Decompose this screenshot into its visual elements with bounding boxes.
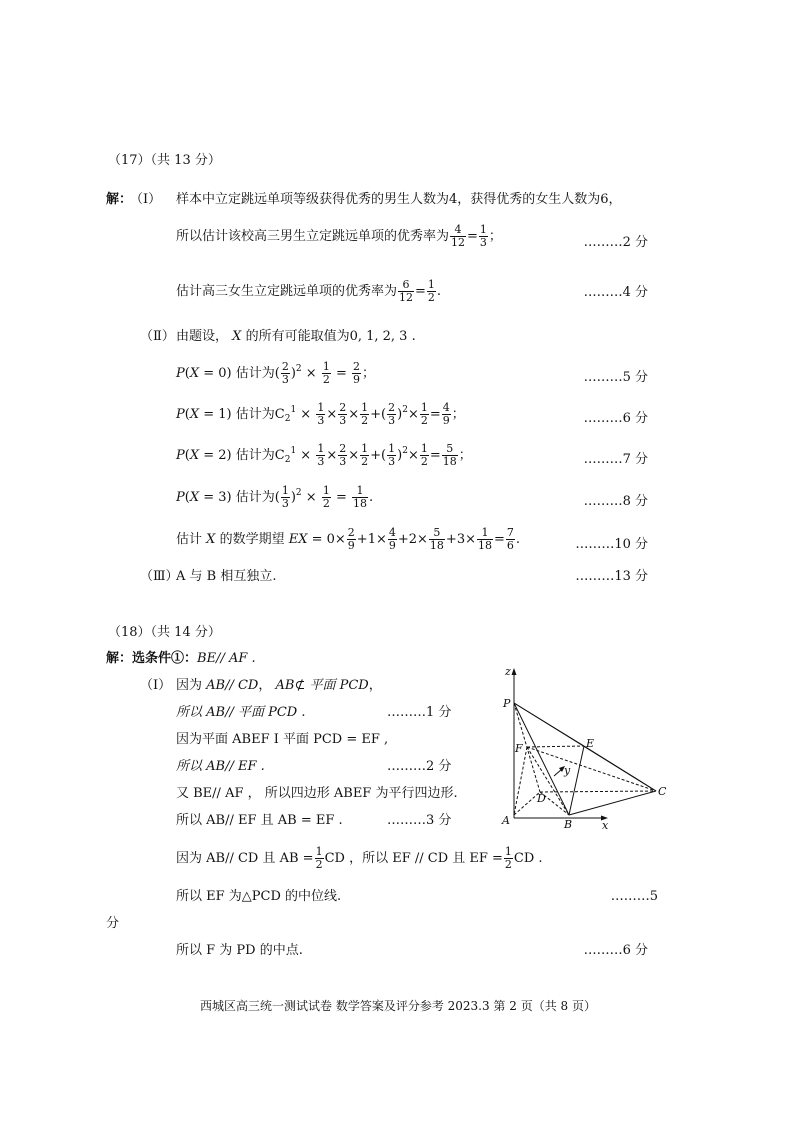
q17-part1-line1: 样本中立定跳远单项等级获得优秀的男生人数为4，获得优秀的女生人数为6， (176, 192, 622, 207)
q18-line7: 因为 AB// CD 且 AB = $\frac{1}{2}$ CD ，所以 EF // CD 且 EF = $\frac{1}{2}$ CD . (176, 845, 543, 871)
q17-score-8: ………13 分 (575, 569, 648, 584)
q17-part1-line2: 所以估计该校高三男生立定跳远单项的优秀率为 $\frac{4}{12}$ = $\frac{1}{3}$ ； (176, 223, 502, 249)
q18-score-2: ………2 分 (387, 759, 452, 774)
q18-score-1: ………1 分 (387, 705, 452, 720)
q17-score-6: ………8 分 (583, 494, 648, 509)
z-axis-arrow (512, 668, 517, 675)
q17-part3-text: A 与 B 相互独立. (176, 569, 277, 584)
label-D: D (537, 792, 546, 805)
q17-score-2: ………4 分 (583, 285, 648, 300)
q18-part1-label: （Ⅰ） (140, 678, 172, 693)
q17-header: （17）（共 13 分） (108, 153, 221, 168)
label-A: A (502, 814, 510, 827)
q18-header: （18）（共 14 分） (108, 625, 221, 640)
q17-p2: P(X = 2) 估计为$C_2^1$ × $\frac{1}{3}$ × $\frac{2}{3}$ × $\frac{1}{2}$ +( $\frac{1}{3}$ )$^2$× $\frac{1}{2}$ = $\frac{5}{18}$ ； (176, 442, 472, 468)
q18-line2: 所以 AB// 平面 PCD . (176, 705, 306, 720)
q18-line8: 所以 EF 为△PCD 的中位线. (176, 889, 342, 904)
q17-score-4: ………6 分 (583, 411, 648, 426)
q18-condition: 解：选条件①：BE// AF . (106, 651, 256, 666)
q18-line1: 因为 AB// CD， AB⊄ 平面 PCD， (176, 678, 382, 693)
label-E: E (586, 737, 595, 750)
label-y: y (564, 764, 571, 777)
q18-score-4: ………5 (610, 889, 658, 904)
q18-line6: 所以 AB// EF 且 AB = EF . (176, 813, 343, 828)
q17-p1: P(X = 1) 估计为$C_2^1$ × $\frac{1}{3}$ × $\frac{2}{3}$ × $\frac{1}{2}$ +( $\frac{2}{3}$ )$^2$× $\frac{1}{2}$ = $\frac{4}{9}$ ； (176, 401, 465, 427)
label-F: F (515, 742, 523, 755)
q18-line8-wrap: 分 (106, 916, 120, 931)
q17-score-3: ………5 分 (583, 370, 648, 385)
label-z: z (505, 665, 511, 678)
q17-part1-line3: 估计高三女生立定跳远单项的优秀率为 $\frac{6}{12}$ = $\frac{1}{2}$ . (176, 278, 442, 304)
edge-EC (584, 746, 656, 791)
edge-BE (569, 746, 584, 815)
q17-expectation: 估计 X 的数学期望 EX = 0× $\frac{2}{9}$ +1× $\frac{4}{9}$ +2× $\frac{5}{18}$ +3× $\frac{1}{18}$ = $\frac{7}{6}$ . (176, 526, 521, 552)
q17-p0: P(X = 0) 估计为( $\frac{2}{3}$ )$^2$ × $\frac{1}{2}$ = $\frac{2}{9}$ ； (176, 360, 375, 386)
pyramid-figure (496, 660, 676, 832)
q17-score-7: ………10 分 (575, 537, 648, 552)
edge-BC (569, 791, 656, 815)
edge-FB (527, 747, 569, 815)
q17-part3-label: （Ⅲ） (140, 569, 179, 584)
q18-line9: 所以 F 为 PD 的中点. (176, 943, 303, 958)
q17-score-1: ………2 分 (583, 235, 648, 250)
label-x: x (602, 819, 609, 832)
q17-part2-line1: 由题设， X 的所有可能取值为0, 1, 2, 3 . (176, 329, 416, 344)
q17-part1-label: （Ⅰ） (130, 192, 162, 207)
q18-line5: 又 BE// AF ， 所以四边形 ABEF 为平行四边形. (176, 786, 458, 801)
q18-score-3: ………3 分 (387, 813, 452, 828)
q18-line3: 因为平面 ABEF I 平面 PCD = EF , (176, 732, 389, 747)
q17-solve-label: 解： (106, 192, 133, 207)
q17-p3: P(X = 3) 估计为( $\frac{1}{3}$ )$^2$ × $\frac{1}{2}$ = $\frac{1}{18}$ . (176, 484, 374, 510)
q18-score-5: ………6 分 (583, 943, 648, 958)
q17-part2-label: （Ⅱ） (140, 329, 175, 344)
label-P: P (503, 697, 511, 710)
label-C: C (658, 785, 667, 798)
label-B: B (564, 818, 573, 831)
q17-score-5: ………7 分 (583, 452, 648, 467)
page-footer: 西城区高三统一测试试卷 数学答案及评分参考 2023.3 第 2 页（共 8 页） (200, 999, 596, 1013)
q18-line4: 所以 AB// EF . (176, 759, 265, 774)
